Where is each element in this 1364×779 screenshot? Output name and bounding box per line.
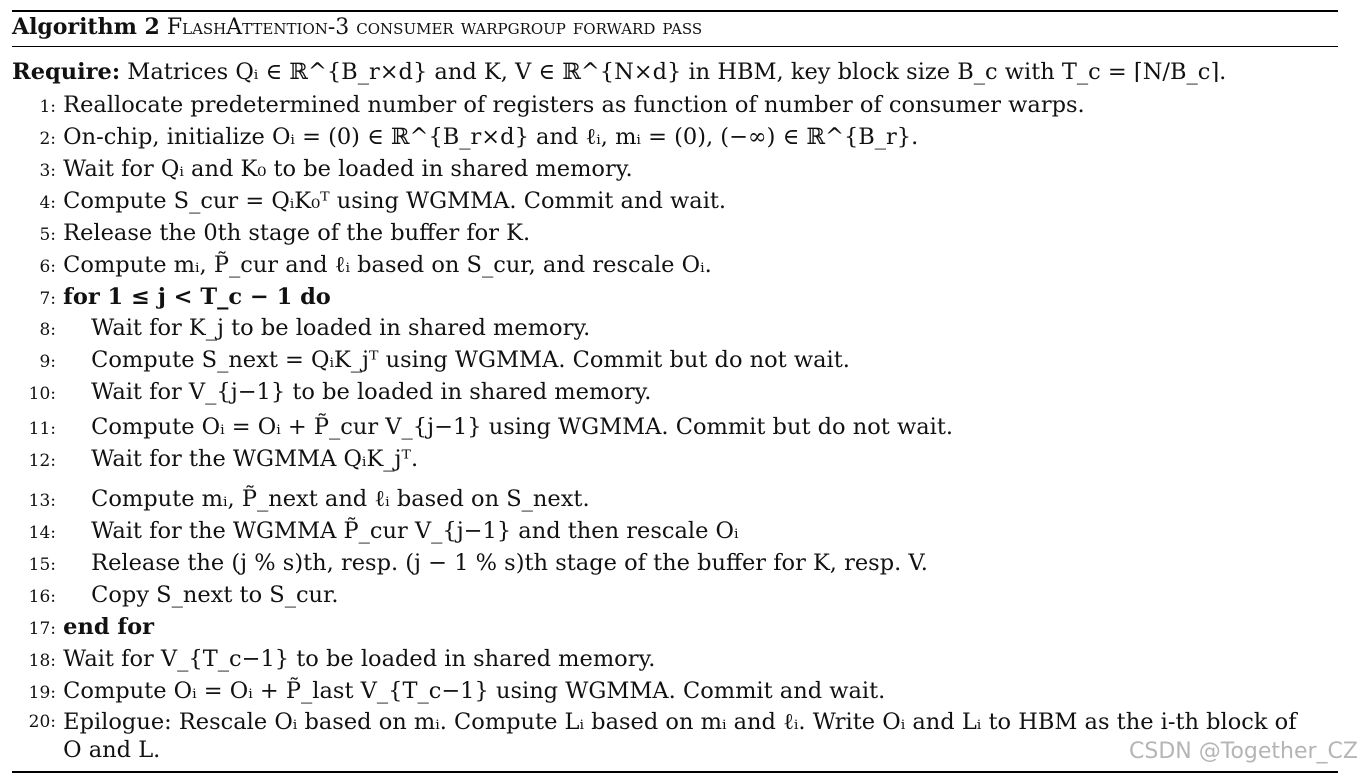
step-13 — [12, 485, 590, 515]
algorithm-title — [12, 14, 702, 40]
step-14 — [12, 517, 739, 547]
step-number: 12: — [28, 451, 56, 471]
step-number: 18: — [28, 651, 56, 671]
step-text: Wait for K_j to be loaded in shared memory. — [91, 315, 591, 341]
step-text: Wait for V_{T_c−1} to be loaded in shared memory. — [63, 646, 656, 672]
step-7 — [12, 283, 331, 313]
step-3 — [12, 155, 633, 185]
step-number: 13: — [28, 491, 56, 511]
step-text: Release the (j % s)th, resp. (j − 1 % s)th stage of the buffer for K, resp. V. — [91, 550, 928, 576]
step-text: Epilogue: Rescale Oᵢ based on mᵢ. Compute Lᵢ based on mᵢ and ℓᵢ. Write Oᵢ and Lᵢ to HBM as the i-th block of O and L. — [63, 709, 1297, 763]
step-text: Wait for V_{j−1} to be loaded in shared memory. — [91, 379, 652, 405]
step-18 — [12, 645, 655, 675]
step-text: Reallocate predetermined number of registers as function of number of consumer warps. — [63, 92, 1085, 118]
algorithm-name: FlashAttention-3 consumer warpgroup forward pass — [166, 15, 703, 40]
step-text: Compute S_next = QᵢK_jᵀ using WGMMA. Commit but do not wait. — [91, 347, 850, 373]
bottom-rule — [12, 771, 1338, 773]
step-text: Compute Oᵢ = Oᵢ + P̃_last V_{T_c−1} using WGMMA. Commit and wait. — [63, 678, 886, 704]
step-number: 10: — [28, 384, 56, 404]
step-16 — [12, 581, 338, 611]
step-text: Wait for the WGMMA P̃_cur V_{j−1} and then rescale Oᵢ — [91, 518, 739, 544]
step-number: 14: — [28, 523, 56, 543]
require-line — [12, 58, 1226, 86]
algorithm-number: Algorithm 2 — [12, 14, 160, 40]
step-text: Compute S_cur = QᵢK₀ᵀ using WGMMA. Commit and wait. — [63, 188, 727, 214]
watermark: CSDN @Together_CZ — [1129, 739, 1358, 764]
step-text: On-chip, initialize Oᵢ = (0) ∈ ℝ^{B_r×d} and ℓᵢ, mᵢ = (0), (−∞) ∈ ℝ^{B_r}. — [63, 124, 919, 150]
step-4 — [12, 187, 726, 217]
step-text: end for — [63, 614, 154, 640]
step-6 — [12, 251, 712, 281]
step-text: Compute mᵢ, P̃_next and ℓᵢ based on S_next. — [91, 486, 590, 512]
step-number: 16: — [28, 587, 56, 607]
step-number: 20: — [28, 712, 56, 732]
top-rule — [12, 10, 1338, 12]
step-5 — [12, 219, 530, 249]
step-number: 2: — [39, 129, 56, 149]
step-number: 4: — [39, 193, 56, 213]
step-17 — [12, 613, 154, 643]
step-9 — [12, 346, 850, 376]
step-number: 1: — [39, 97, 56, 117]
step-number: 17: — [28, 619, 56, 639]
step-8 — [12, 314, 590, 344]
require-text: Matrices Qᵢ ∈ ℝ^{B_r×d} and K, V ∈ ℝ^{N×d} in HBM, key block size B_c with T_c = ⌈N/B_c⌉. — [127, 59, 1227, 85]
step-number: 5: — [39, 225, 56, 245]
step-2 — [12, 123, 918, 153]
step-text: Compute mᵢ, P̃_cur and ℓᵢ based on S_cur, and rescale Oᵢ. — [63, 252, 712, 278]
step-text: Wait for the WGMMA QᵢK_jᵀ. — [91, 446, 419, 472]
step-number: 9: — [39, 352, 56, 372]
step-number: 8: — [39, 320, 56, 340]
step-text: Copy S_next to S_cur. — [91, 582, 339, 608]
step-number: 15: — [28, 555, 56, 575]
step-number: 3: — [39, 161, 56, 181]
step-1 — [12, 91, 1085, 121]
step-19 — [12, 677, 885, 707]
step-12 — [12, 445, 418, 475]
step-text: for 1 ≤ j < T_c − 1 do — [63, 284, 331, 310]
step-number: 7: — [39, 289, 56, 309]
step-text: Compute Oᵢ = Oᵢ + P̃_cur V_{j−1} using WGMMA. Commit but do not wait. — [91, 414, 954, 440]
step-20 — [12, 708, 1302, 764]
step-number: 19: — [28, 683, 56, 703]
step-number: 11: — [28, 419, 56, 439]
step-text: Release the 0th stage of the buffer for K. — [63, 220, 531, 246]
step-11 — [12, 413, 953, 443]
header-rule — [12, 46, 1338, 47]
require-label: Require: — [12, 59, 121, 85]
step-text: Wait for Qᵢ and K₀ to be loaded in shared memory. — [63, 156, 633, 182]
step-10 — [12, 378, 651, 408]
step-15 — [12, 549, 928, 579]
step-number: 6: — [39, 257, 56, 277]
